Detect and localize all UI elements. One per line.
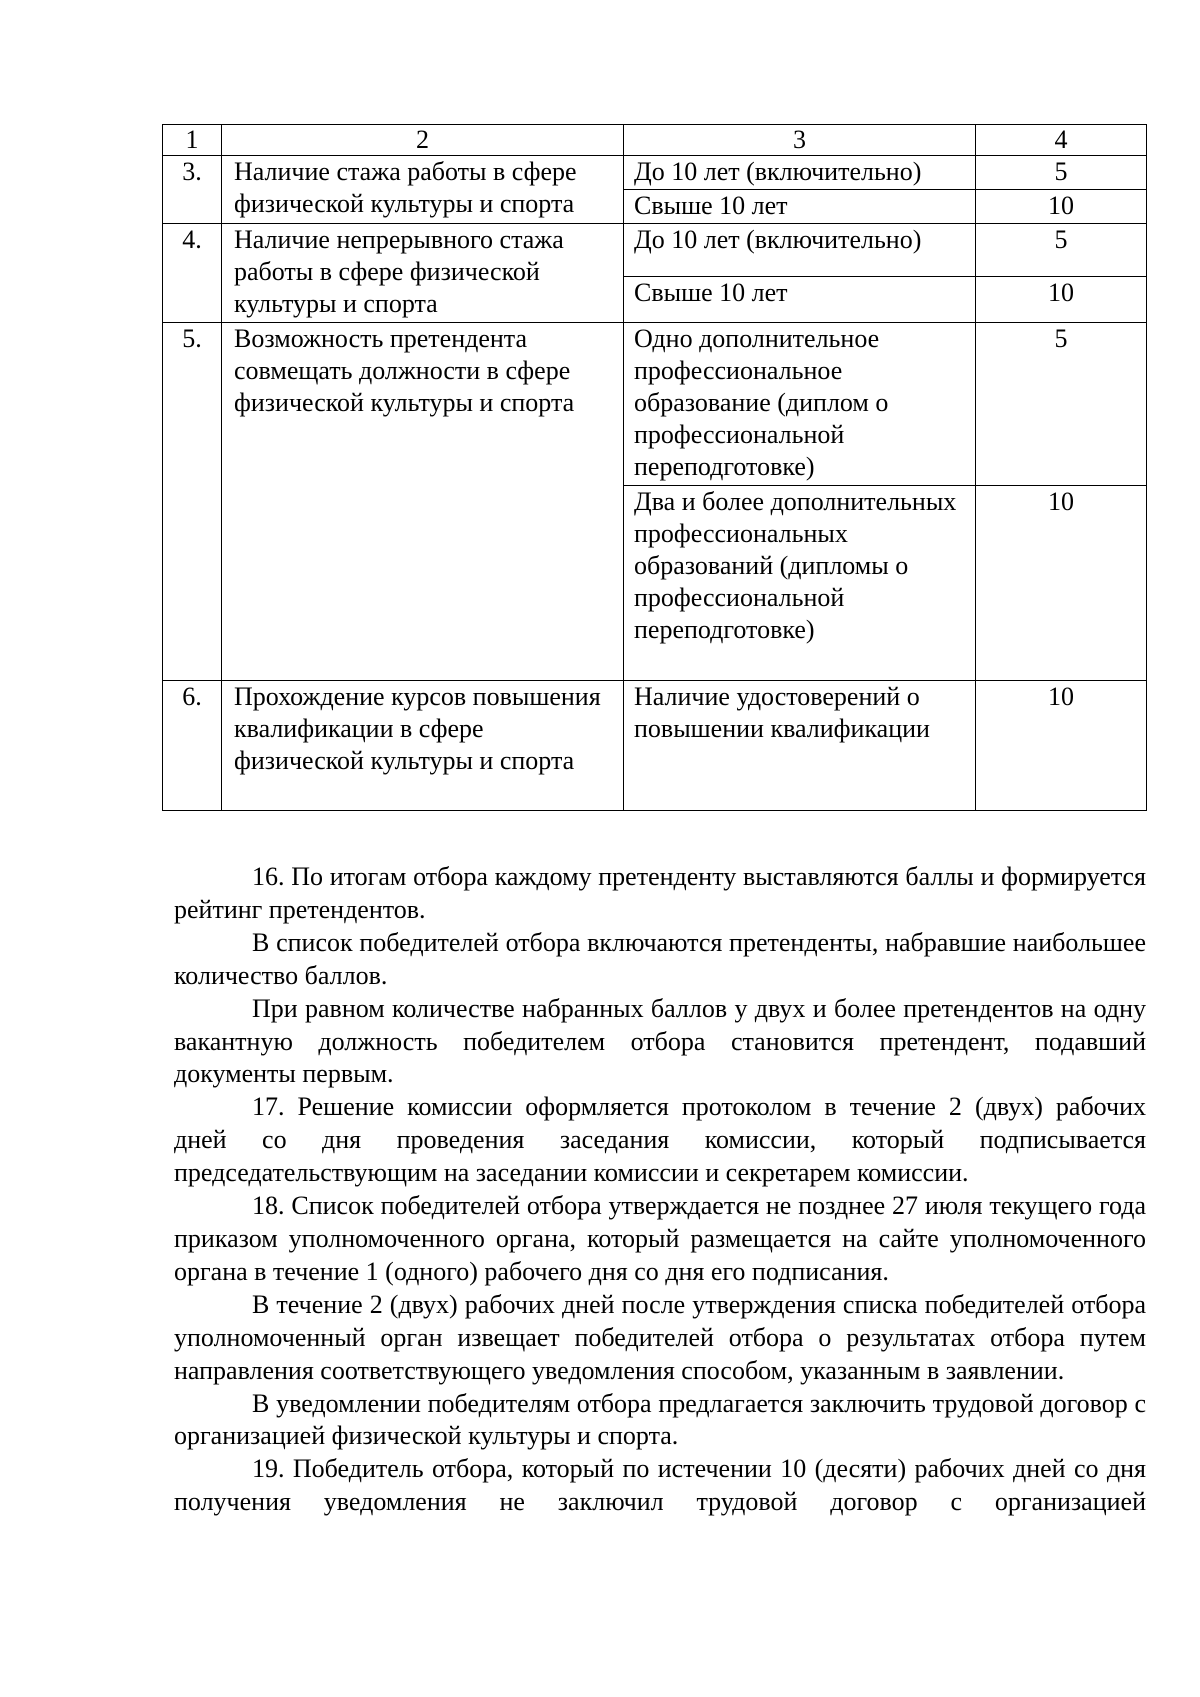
header-cell: 3 — [624, 125, 976, 156]
table-row — [163, 323, 1147, 486]
table-row — [163, 156, 1147, 190]
paragraph: В список победителей отбора включаются претенденты, набравшие наибольшее количество баллов. — [174, 927, 1146, 990]
header-cell: 1 — [163, 125, 222, 156]
row-number: 5. — [163, 323, 222, 681]
document-body — [174, 861, 1146, 1519]
paragraph: 19. Победитель отбора, который по истечении 10 (десяти) рабочих дней со дня получения уведомления не заключил трудовой договор с организацией — [174, 1454, 1146, 1517]
table-header-row — [163, 125, 1147, 156]
row-number: 6. — [163, 681, 222, 811]
criterion-name: Наличие непрерывного стажа работы в сфере физической культуры и спорта — [222, 224, 624, 323]
header-cell: 2 — [222, 125, 624, 156]
paragraph: 16. По итогам отбора каждому претенденту выставляются баллы и формируется рейтинг претендентов. — [174, 862, 1146, 924]
row-number: 3. — [163, 156, 222, 224]
criterion-name: Возможность претендента совмещать должности в сфере физической культуры и спорта — [222, 323, 624, 681]
criterion-option: До 10 лет (включительно) — [624, 156, 976, 190]
paragraph: В течение 2 (двух) рабочих дней после утверждения списка победителей отбора уполномоченный орган извещает победителей отбора о результатах отбора путем направления соответствующего уведомления способом, указанным в заявлении. — [174, 1289, 1146, 1385]
paragraph: В уведомлении победителям отбора предлагается заключить трудовой договор с организацией физической культуры и спорта. — [174, 1388, 1146, 1451]
criteria-table — [162, 124, 1147, 811]
criterion-option: Наличие удостоверений о повышении квалификации — [624, 681, 976, 811]
paragraph: 17. Решение комиссии оформляется протоколом в течение 2 (двух) рабочих дней со дня проведения заседания комиссии, который подписывается председательствующим на заседании комиссии и секретарем комиссии. — [174, 1092, 1146, 1188]
criterion-option: Два и более дополнительных профессиональных образований (дипломы о профессиональной переподготовке) — [624, 486, 976, 681]
header-cell: 4 — [976, 125, 1147, 156]
table-row — [163, 681, 1147, 811]
row-number: 4. — [163, 224, 222, 323]
criterion-option: Одно дополнительное профессиональное образование (диплом о профессиональной переподготовке) — [624, 323, 976, 486]
points-cell: 5 — [976, 224, 1147, 277]
paragraph: При равном количестве набранных баллов у двух и более претендентов на одну вакантную должность победителем отбора становится претендент, подавший документы первым. — [174, 993, 1146, 1089]
criterion-option: Свыше 10 лет — [624, 190, 976, 224]
points-cell: 10 — [976, 190, 1147, 224]
points-cell: 10 — [976, 681, 1147, 811]
table-row — [163, 224, 1147, 277]
criterion-option: До 10 лет (включительно) — [624, 224, 976, 277]
paragraph: 18. Список победителей отбора утверждается не позднее 27 июля текущего года приказом уполномоченного органа, который размещается на сайте уполномоченного органа в течение 1 (одного) рабочего дня со дня его подписания. — [174, 1191, 1146, 1286]
criterion-name: Прохождение курсов повышения квалификации в сфере физической культуры и спорта — [222, 681, 624, 811]
criterion-name: Наличие стажа работы в сфере физической культуры и спорта — [222, 156, 624, 224]
points-cell: 10 — [976, 486, 1147, 681]
points-cell: 10 — [976, 277, 1147, 323]
criterion-option: Свыше 10 лет — [624, 277, 976, 323]
points-cell: 5 — [976, 323, 1147, 486]
points-cell: 5 — [976, 156, 1147, 190]
